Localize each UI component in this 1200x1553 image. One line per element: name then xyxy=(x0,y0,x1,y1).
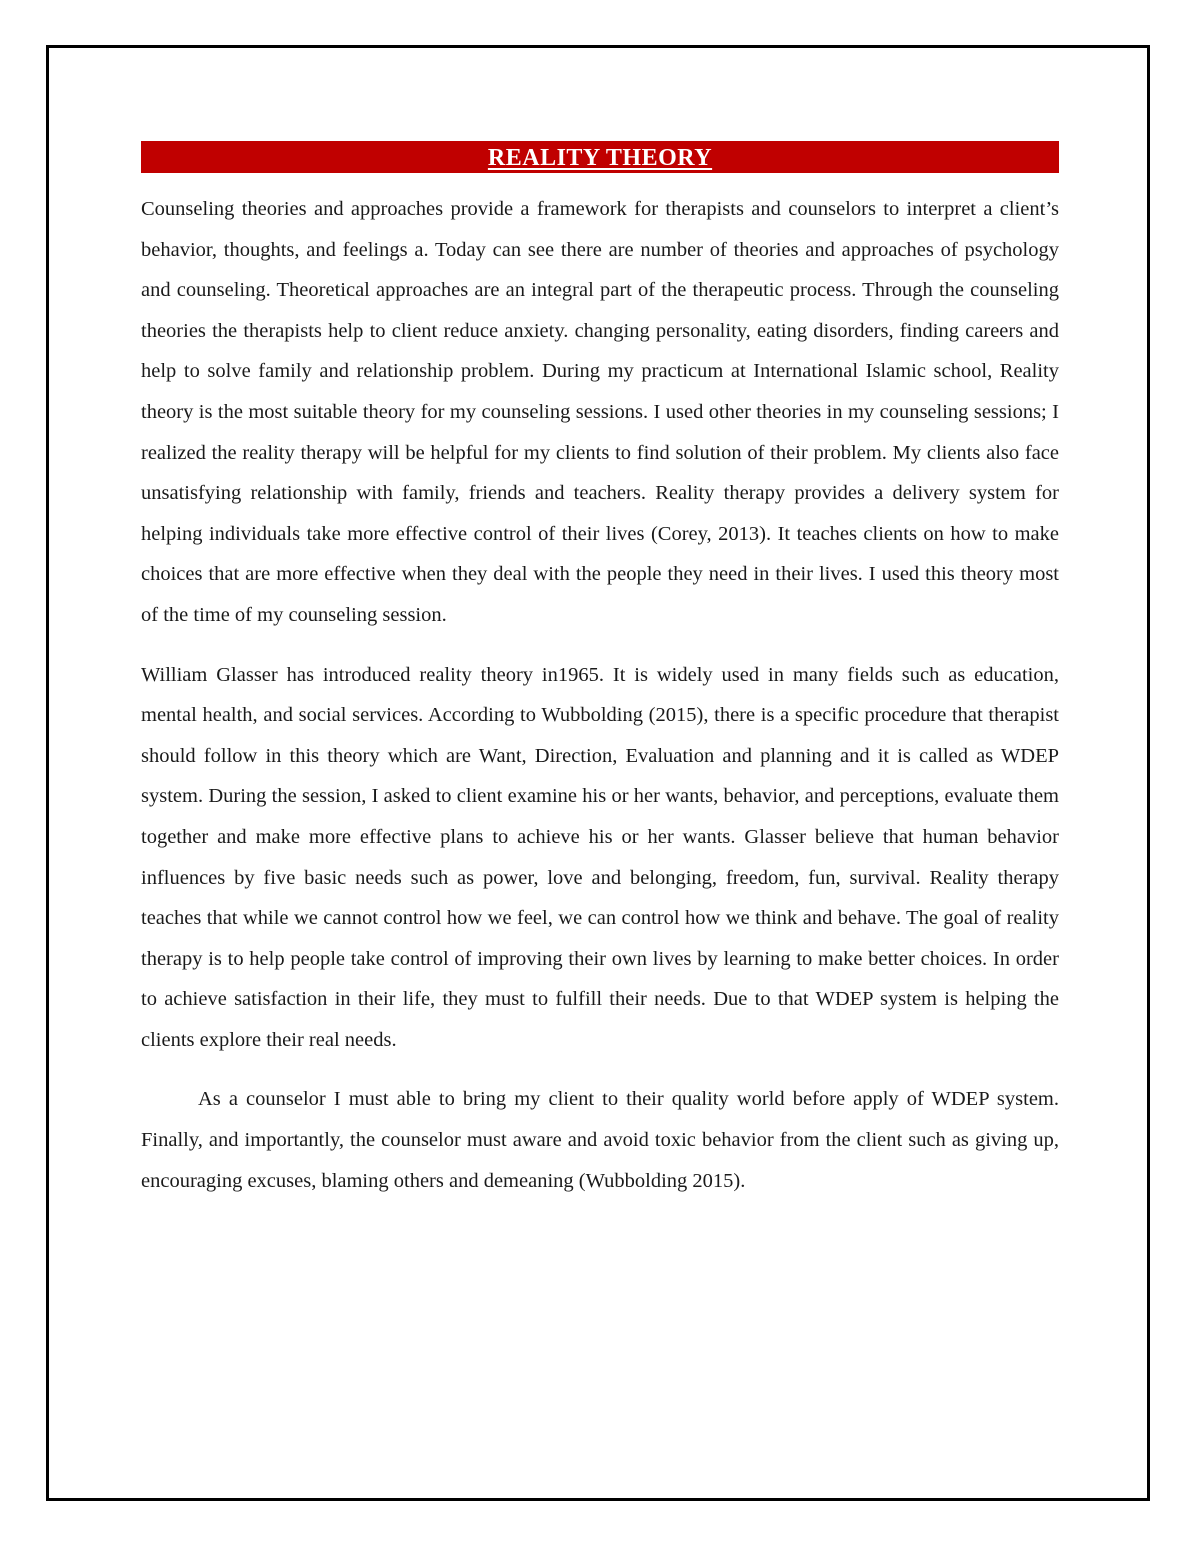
title-banner xyxy=(141,141,1059,173)
paragraph-1: Counseling theories and approaches provide a framework for therapists and counselors to interpret a client’s behavior, thoughts, and feelings a. Today can see there are number of theories and approaches of psychology and counseling. Theoretical approaches are an integral part of the therapeutic process. Through the counseling theories the therapists help to client reduce anxiety. changing personality, eating disorders, finding careers and help to solve family and relationship problem. During my practicum at International Islamic school, Reality theory is the most suitable theory for my counseling sessions. I used other theories in my counseling sessions; I realized the reality therapy will be helpful for my clients to find solution of their problem. My clients also face unsatisfying relationship with family, friends and teachers. Reality therapy provides a delivery system for helping individuals take more effective control of their lives (Corey, 2013). It teaches clients on how to make choices that are more effective when they deal with the people they need in their lives. I used this theory most of the time of my counseling session. xyxy=(141,198,1059,626)
document-body xyxy=(141,141,1059,1201)
paragraph-2: William Glasser has introduced reality theory in1965. It is widely used in many fields such as education, mental health, and social services. According to Wubbolding (2015), there is a specific procedure that therapist should follow in this theory which are Want, Direction, Evaluation and planning and it is called as WDEP system. During the session, I asked to client examine his or her wants, behavior, and perceptions, evaluate them together and make more effective plans to achieve his or her wants. Glasser believe that human behavior influences by five basic needs such as power, love and belonging, freedom, fun, survival. Reality therapy teaches that while we cannot control how we feel, we can control how we think and behave. The goal of reality therapy is to help people take control of improving their own lives by learning to make better choices. In order to achieve satisfaction in their life, they must to fulfill their needs. Due to that WDEP system is helping the clients explore their real needs. xyxy=(141,663,1059,1051)
document-title: REALITY THEORY xyxy=(487,145,713,171)
paragraph-3: As a counselor I must able to bring my client to their quality world before apply of WDEP system. Finally, and importantly, the counselor must aware and avoid toxic behavior from the client such as giving up, encouraging excuses, blaming others and demeaning (Wubbolding 2015). xyxy=(141,1088,1059,1192)
